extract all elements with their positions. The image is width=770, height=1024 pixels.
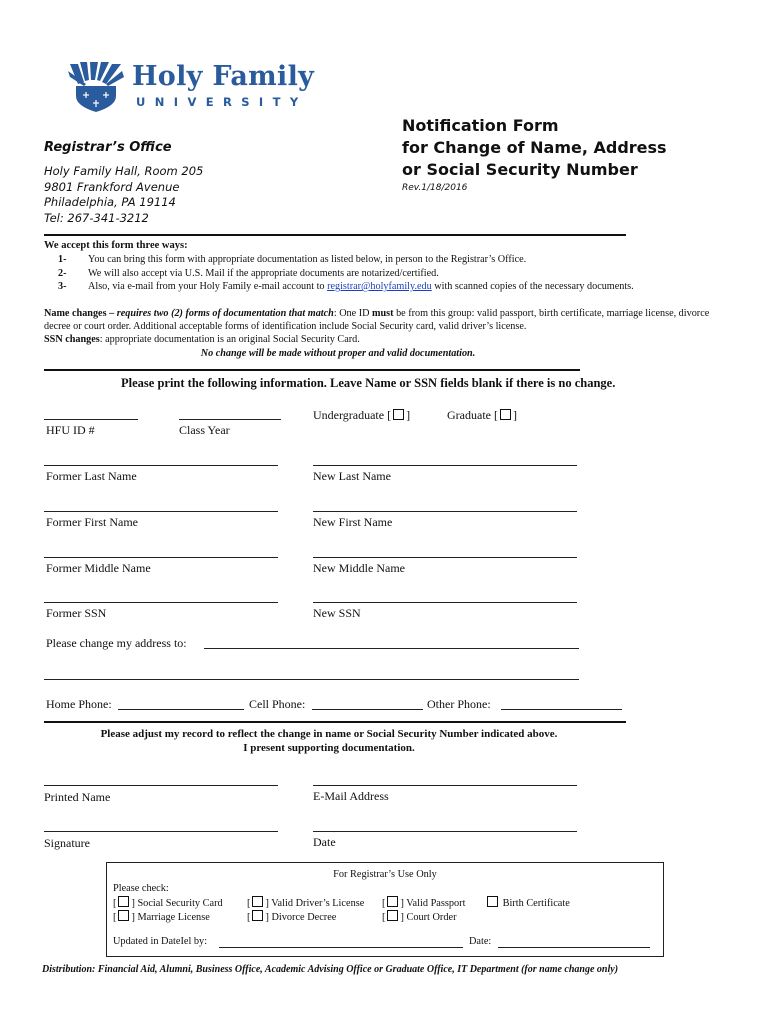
cell-phone-input[interactable] bbox=[312, 709, 423, 710]
registrar-date-label: Date: bbox=[469, 936, 492, 947]
new-last-name-label: New Last Name bbox=[313, 469, 391, 483]
former-middle-name-label: Former Middle Name bbox=[46, 561, 151, 575]
office-address bbox=[44, 164, 203, 226]
please-check-label: Please check: bbox=[113, 883, 169, 894]
former-ssn-label: Former SSN bbox=[46, 606, 107, 620]
former-ssn-input[interactable] bbox=[44, 602, 278, 603]
divider-print bbox=[44, 369, 580, 371]
former-middle-name-input[interactable] bbox=[44, 557, 278, 558]
email-address-input[interactable] bbox=[313, 785, 577, 786]
other-phone-input[interactable] bbox=[501, 709, 622, 710]
distribution-note: Distribution: Financial Aid, Alumni, Business Office, Academic Advising Office or Graduate Office, IT Department (for name change only) bbox=[42, 964, 619, 975]
birth-certificate-option[interactable]: Birth Certificate bbox=[485, 896, 570, 909]
home-phone-label: Home Phone: bbox=[46, 697, 112, 711]
marriage-option[interactable]: [ ] Marriage License bbox=[113, 912, 210, 923]
former-last-name-label: Former Last Name bbox=[46, 469, 137, 483]
ssn-change-requirements: SSN changes: appropriate documentation is an original Social Security Card. bbox=[44, 334, 360, 346]
class-year-label: Class Year bbox=[179, 423, 230, 437]
address-label: Please change my address to: bbox=[46, 636, 187, 650]
former-first-name-input[interactable] bbox=[44, 511, 278, 512]
divorce-checkbox[interactable] bbox=[252, 910, 263, 921]
new-first-name-input[interactable] bbox=[313, 511, 577, 512]
registrar-box-title: For Registrar’s Use Only bbox=[333, 869, 437, 880]
passport-option[interactable]: [ ] Valid Passport bbox=[382, 898, 466, 909]
form-title-line-3: or Social Security Number bbox=[402, 160, 638, 179]
name-change-requirements: Name changes – requires two (2) forms of documentation that match: One ID must be from this group: valid passport, birth certificate, marriage license, divorce decree or court order. Additional acceptable forms of identification include Social Security card, valid driver’s license. bbox=[44, 308, 710, 333]
new-last-name-input[interactable] bbox=[313, 465, 577, 466]
divider-adjust bbox=[44, 721, 626, 723]
office-title: Registrar’s Office bbox=[44, 140, 172, 155]
office-phone: Tel: 267-341-3212 bbox=[44, 210, 149, 225]
logo bbox=[68, 62, 338, 112]
divider-top bbox=[44, 234, 626, 236]
former-last-name-input[interactable] bbox=[44, 465, 278, 466]
new-ssn-label: New SSN bbox=[313, 606, 361, 620]
registrar-use-box bbox=[106, 862, 664, 957]
graduate-option[interactable]: Graduate [ ] bbox=[447, 408, 517, 422]
list-item: 2- We will also accept via U.S. Mail if the appropriate documents are notarized/certified. bbox=[58, 267, 439, 279]
court-order-option[interactable]: [ ] Court Order bbox=[382, 912, 457, 923]
home-phone-input[interactable] bbox=[118, 709, 244, 710]
requirements bbox=[44, 307, 734, 360]
signature-input[interactable] bbox=[44, 831, 278, 832]
registrar-date-input[interactable] bbox=[498, 947, 650, 948]
adjust-line-2: I present supporting documentation. bbox=[243, 742, 415, 754]
hfu-id-input[interactable] bbox=[44, 419, 138, 420]
updated-by-label: Updated in DateIel by: bbox=[113, 936, 208, 947]
passport-checkbox[interactable] bbox=[387, 896, 398, 907]
new-middle-name-input[interactable] bbox=[313, 557, 577, 558]
ssc-option[interactable]: [ ] Social Security Card bbox=[113, 898, 223, 909]
logo-subtitle: UNIVERSITY bbox=[136, 95, 308, 109]
former-first-name-label: Former First Name bbox=[46, 515, 138, 529]
office-line-2: 9801 Frankford Avenue bbox=[44, 179, 180, 194]
print-instructions: Please print the following information. Leave Name or SSN fields blank if there is no change. bbox=[121, 376, 616, 390]
form-title-line-1: Notification Form bbox=[402, 116, 559, 135]
license-option[interactable]: [ ] Valid Driver’s License bbox=[247, 898, 365, 909]
hfu-id-label: HFU ID # bbox=[46, 423, 95, 437]
registrar-email-link[interactable]: registrar@holyfamily.edu bbox=[327, 281, 432, 292]
date-label: Date bbox=[313, 835, 336, 849]
revision-date: Rev.1/18/2016 bbox=[402, 183, 468, 193]
accept-heading: We accept this form three ways: bbox=[44, 240, 188, 251]
address-input-line-2[interactable] bbox=[44, 679, 579, 680]
new-first-name-label: New First Name bbox=[313, 515, 393, 529]
email-address-label: E-Mail Address bbox=[313, 789, 389, 803]
accept-list bbox=[58, 253, 738, 294]
marriage-checkbox[interactable] bbox=[118, 910, 129, 921]
date-input[interactable] bbox=[313, 831, 577, 832]
logo-name: Holy Family bbox=[132, 61, 315, 92]
new-ssn-input[interactable] bbox=[313, 602, 577, 603]
university-shield-icon bbox=[68, 62, 124, 112]
no-change-notice: No change will be made without proper and valid documentation. bbox=[200, 347, 476, 359]
cell-phone-label: Cell Phone: bbox=[249, 697, 306, 711]
list-item: 3- Also, via e-mail from your Holy Family e-mail account to registrar@holyfamily.edu with scanned copies of the necessary documents. bbox=[58, 281, 634, 292]
address-input-line-1[interactable] bbox=[204, 648, 579, 649]
undergraduate-option[interactable]: Undergraduate [ ] bbox=[313, 408, 411, 422]
office-line-1: Holy Family Hall, Room 205 bbox=[44, 164, 204, 178]
printed-name-label: Printed Name bbox=[44, 790, 111, 804]
form-title-line-2: for Change of Name, Address bbox=[402, 138, 667, 157]
license-checkbox[interactable] bbox=[252, 896, 263, 907]
office-line-3: Philadelphia, PA 19114 bbox=[44, 195, 176, 209]
class-year-input[interactable] bbox=[179, 419, 281, 420]
signature-label: Signature bbox=[44, 836, 90, 850]
ssc-checkbox[interactable] bbox=[118, 896, 129, 907]
form-title bbox=[402, 115, 667, 181]
court-order-checkbox[interactable] bbox=[387, 910, 398, 921]
birth-certificate-checkbox[interactable] bbox=[487, 896, 498, 907]
updated-by-input[interactable] bbox=[219, 947, 463, 948]
undergraduate-checkbox[interactable] bbox=[393, 409, 404, 420]
list-item: 1- You can bring this form with appropriate documentation as listed below, in person to the Registrar’s Office. bbox=[58, 254, 527, 265]
new-middle-name-label: New Middle Name bbox=[313, 561, 405, 575]
other-phone-label: Other Phone: bbox=[427, 697, 491, 711]
divorce-option[interactable]: [ ] Divorce Decree bbox=[247, 912, 337, 923]
printed-name-input[interactable] bbox=[44, 785, 278, 786]
adjust-statement bbox=[44, 727, 614, 755]
adjust-line-1: Please adjust my record to reflect the change in name or Social Security Number indicated above. bbox=[100, 728, 558, 740]
graduate-checkbox[interactable] bbox=[500, 409, 511, 420]
